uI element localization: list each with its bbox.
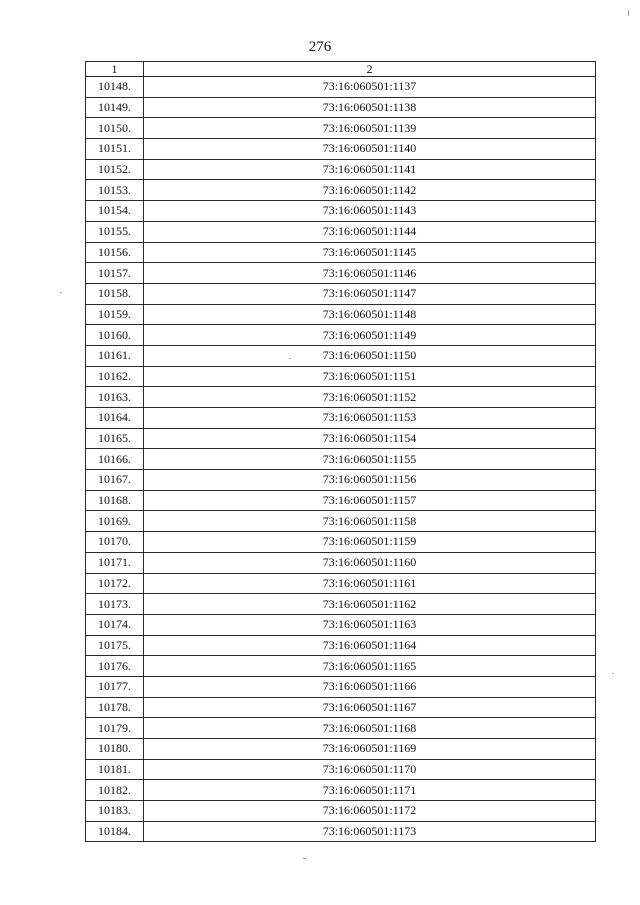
cadastral-number-cell: 73:16:060501:1153 <box>144 408 596 429</box>
row-number-cell: 10150. <box>86 118 144 139</box>
cadastral-number-cell: 73:16:060501:1168 <box>144 718 596 739</box>
cadastral-number-cell: 73:16:060501:1173 <box>144 821 596 842</box>
table-row <box>86 180 596 201</box>
table-row <box>86 780 596 801</box>
row-number-cell: 10164. <box>86 408 144 429</box>
cadastral-number-cell: 73:16:060501:1160 <box>144 552 596 573</box>
cadastral-number-cell: 73:16:060501:1164 <box>144 635 596 656</box>
row-number-cell: 10166. <box>86 449 144 470</box>
cadastral-number-cell: 73:16:060501:1163 <box>144 614 596 635</box>
table-row <box>86 656 596 677</box>
table-row <box>86 118 596 139</box>
row-number-cell: 10155. <box>86 221 144 242</box>
cadastral-number-cell: 73:16:060501:1154 <box>144 428 596 449</box>
row-number-cell: 10178. <box>86 697 144 718</box>
row-number-cell: 10171. <box>86 552 144 573</box>
row-number-cell: 10182. <box>86 780 144 801</box>
cadastral-number-cell: 73:16:060501:1146 <box>144 263 596 284</box>
table-row <box>86 325 596 346</box>
cadastral-number-cell: 73:16:060501:1144 <box>144 221 596 242</box>
cadastral-number-cell: 73:16:060501:1143 <box>144 201 596 222</box>
cadastral-number-cell: 73:16:060501:1170 <box>144 759 596 780</box>
row-number-cell: 10162. <box>86 366 144 387</box>
cadastral-number-cell: 73:16:060501:1148 <box>144 304 596 325</box>
table-header-row <box>86 62 596 77</box>
cadastral-number-cell: 73:16:060501:1141 <box>144 159 596 180</box>
scan-speck <box>289 358 291 359</box>
cadastral-number-cell: 73:16:060501:1161 <box>144 573 596 594</box>
row-number-cell: 10170. <box>86 532 144 553</box>
table-row <box>86 366 596 387</box>
table-row <box>86 139 596 160</box>
row-number-cell: 10167. <box>86 470 144 491</box>
scan-speck <box>303 858 306 859</box>
cadastral-number-cell: 73:16:060501:1139 <box>144 118 596 139</box>
row-number-cell: 10173. <box>86 594 144 615</box>
cadastral-number-cell: 73:16:060501:1159 <box>144 532 596 553</box>
cadastral-number-cell: 73:16:060501:1157 <box>144 490 596 511</box>
row-number-cell: 10158. <box>86 283 144 304</box>
cadastral-number-cell: 73:16:060501:1152 <box>144 387 596 408</box>
row-number-cell: 10148. <box>86 77 144 98</box>
row-number-cell: 10169. <box>86 511 144 532</box>
scan-speck <box>60 292 62 293</box>
cadastral-number-cell: 73:16:060501:1156 <box>144 470 596 491</box>
cadastral-number-cell: 73:16:060501:1138 <box>144 97 596 118</box>
table-row <box>86 387 596 408</box>
table-row <box>86 635 596 656</box>
table-row <box>86 201 596 222</box>
cadastral-number-cell: 73:16:060501:1172 <box>144 801 596 822</box>
table-row <box>86 511 596 532</box>
table-row <box>86 221 596 242</box>
row-number-cell: 10151. <box>86 139 144 160</box>
cadastral-number-cell: 73:16:060501:1158 <box>144 511 596 532</box>
cadastral-number-cell: 73:16:060501:1151 <box>144 366 596 387</box>
cadastral-number-cell: 73:16:060501:1137 <box>144 77 596 98</box>
row-number-cell: 10180. <box>86 739 144 760</box>
row-number-cell: 10157. <box>86 263 144 284</box>
cadastral-number-cell: 73:16:060501:1165 <box>144 656 596 677</box>
cadastral-number-cell: 73:16:060501:1166 <box>144 676 596 697</box>
table-body <box>86 77 596 842</box>
table-row <box>86 573 596 594</box>
table-row <box>86 697 596 718</box>
cadastral-number-cell: 73:16:060501:1155 <box>144 449 596 470</box>
row-number-cell: 10172. <box>86 573 144 594</box>
table-row <box>86 614 596 635</box>
column-header-2: 2 <box>144 62 596 77</box>
row-number-cell: 10183. <box>86 801 144 822</box>
table-row <box>86 552 596 573</box>
table-row <box>86 428 596 449</box>
row-number-cell: 10159. <box>86 304 144 325</box>
row-number-cell: 10176. <box>86 656 144 677</box>
table-row <box>86 283 596 304</box>
row-number-cell: 10161. <box>86 345 144 366</box>
column-header-1: 1 <box>86 62 144 77</box>
table-row <box>86 449 596 470</box>
row-number-cell: 10174. <box>86 614 144 635</box>
cadastral-number-cell: 73:16:060501:1171 <box>144 780 596 801</box>
row-number-cell: 10154. <box>86 201 144 222</box>
table-row <box>86 821 596 842</box>
page-number: 276 <box>308 39 332 55</box>
table-row <box>86 490 596 511</box>
table-row <box>86 801 596 822</box>
row-number-cell: 10184. <box>86 821 144 842</box>
table-row <box>86 242 596 263</box>
table-row <box>86 159 596 180</box>
cadastral-number-cell: 73:16:060501:1169 <box>144 739 596 760</box>
row-number-cell: 10165. <box>86 428 144 449</box>
row-number-cell: 10149. <box>86 97 144 118</box>
cadastral-number-cell: 73:16:060501:1149 <box>144 325 596 346</box>
row-number-cell: 10152. <box>86 159 144 180</box>
cadastral-number-cell: 73:16:060501:1142 <box>144 180 596 201</box>
row-number-cell: 10179. <box>86 718 144 739</box>
row-number-cell: 10156. <box>86 242 144 263</box>
table-row <box>86 739 596 760</box>
cadastral-number-cell: 73:16:060501:1150 <box>144 345 596 366</box>
row-number-cell: 10177. <box>86 676 144 697</box>
row-number-cell: 10175. <box>86 635 144 656</box>
cadastral-number-cell: 73:16:060501:1140 <box>144 139 596 160</box>
table-row <box>86 408 596 429</box>
table-row <box>86 759 596 780</box>
row-number-cell: 10163. <box>86 387 144 408</box>
scan-speck <box>612 673 614 674</box>
cadastral-number-cell: 73:16:060501:1162 <box>144 594 596 615</box>
table-row <box>86 676 596 697</box>
table-row <box>86 718 596 739</box>
table-row <box>86 345 596 366</box>
table-row <box>86 594 596 615</box>
row-number-cell: 10160. <box>86 325 144 346</box>
table-row <box>86 77 596 98</box>
table-row <box>86 304 596 325</box>
cadastral-number-cell: 73:16:060501:1167 <box>144 697 596 718</box>
table-row <box>86 263 596 284</box>
table-row <box>86 470 596 491</box>
row-number-cell: 10181. <box>86 759 144 780</box>
row-number-cell: 10168. <box>86 490 144 511</box>
cadastral-number-cell: 73:16:060501:1147 <box>144 283 596 304</box>
table-row <box>86 97 596 118</box>
scan-speck <box>628 10 629 16</box>
table-row <box>86 532 596 553</box>
cadastral-number-cell: 73:16:060501:1145 <box>144 242 596 263</box>
row-number-cell: 10153. <box>86 180 144 201</box>
cadastral-table <box>85 61 596 842</box>
